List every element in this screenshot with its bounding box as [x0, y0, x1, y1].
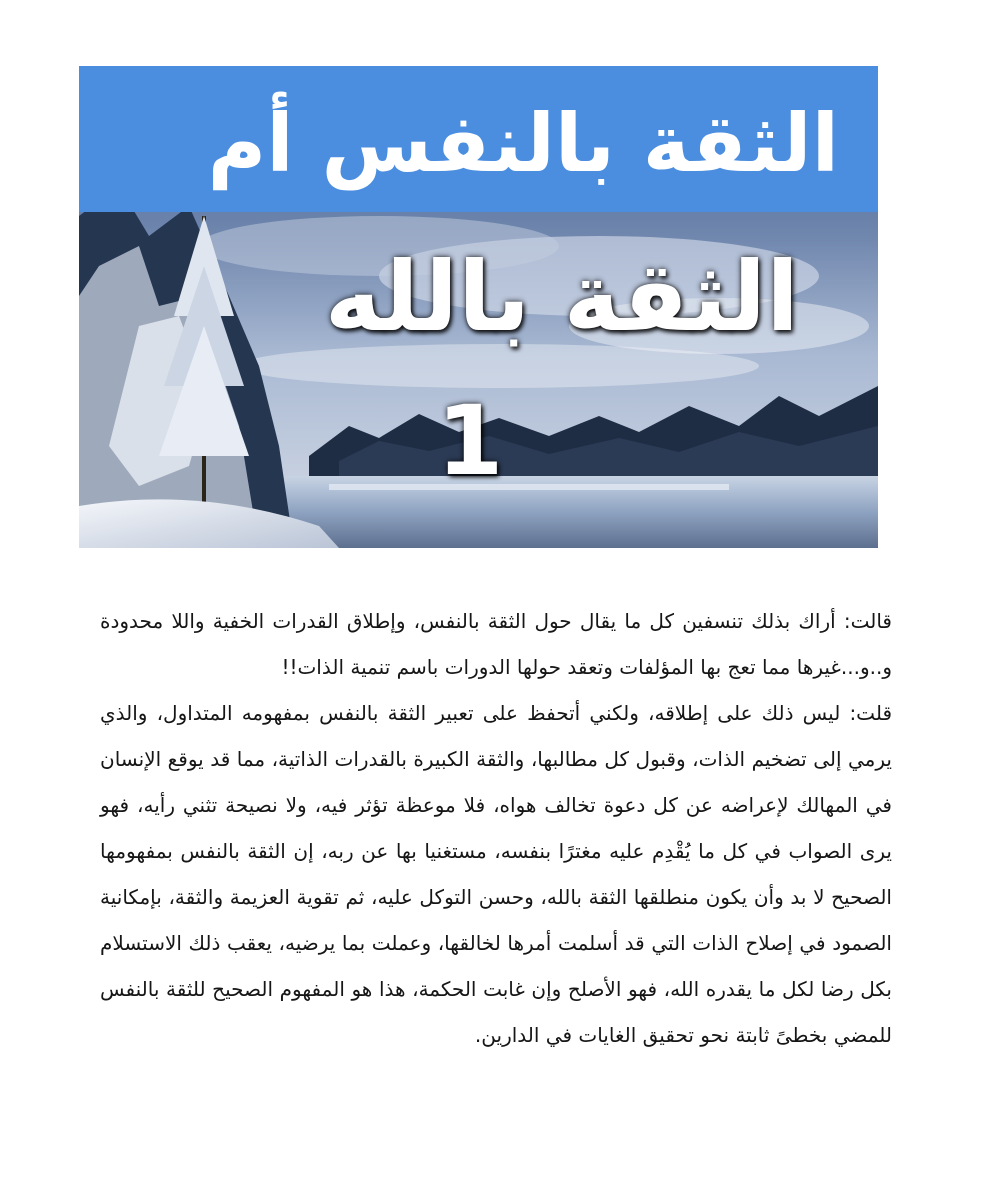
cover-part-number: 1: [436, 385, 504, 497]
cover-title-line-1: الثقة بالنفس أم: [207, 97, 839, 190]
article-paragraph-1: قالت: أراك بذلك تنسفين كل ما يقال حول الثقة بالنفس، وإطلاق القدرات الخفية واللا محدودة و..و...غيرها مما تعج بها المؤلفات وتعقد حولها الدورات باسم تنمية الذات!!: [100, 609, 892, 679]
article-paragraph-2: قلت: ليس ذلك على إطلاقه، ولكني أتحفظ على تعبير الثقة بالنفس بمفهومه المتداول، والذي يرمي إلى تضخيم الذات، وقبول كل مطالبها، والثقة الكبيرة بالقدرات الذاتية، مما قد يوقع الإنسان في المهالك لإعراضه عن كل دعوة تخالف هواه، فلا موعظة تؤثر فيه، ولا نصيحة تثني رأيه، فهو يرى الصواب في كل ما يُقْدِم عليه مغترًا بنفسه، مستغنيا بها عن ربه، إن الثقة بالنفس بمفهومها الصحيح لا بد وأن يكون منطلقها الثقة بالله، وحسن التوكل عليه، ثم تقوية العزيمة والثقة، بإمكانية الصمود في إصلاح الذات التي قد أسلمت أمرها لخالقها، وعملت بما يرضيه، يعقب ذلك الاستسلام بكل رضا لكل ما يقدره الله، فهو الأصلح وإن غابت الحكمة، هذا هو المفهوم الصحيح للثقة بالنفس للمضي بخطىً ثابتة نحو تحقيق الغايات في الدارين.: [100, 701, 892, 1047]
cover-title-line-2: الثقة بالله: [324, 241, 799, 353]
article-body: [100, 598, 892, 1058]
